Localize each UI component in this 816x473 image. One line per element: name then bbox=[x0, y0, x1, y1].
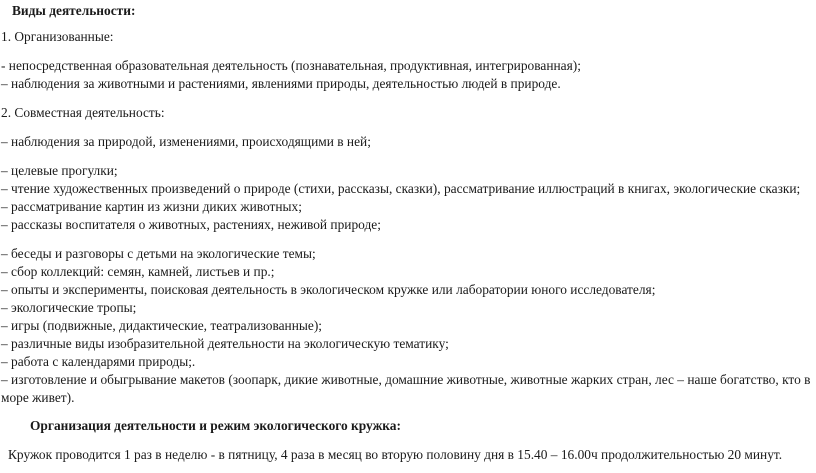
list-item: – работа с календарями природы;. bbox=[1, 354, 196, 369]
heading-circle-organization: Организация деятельности и режим экологического кружка: bbox=[30, 418, 401, 433]
schedule-text: Кружок проводится 1 раз в неделю - в пятницу, 4 раза в месяц во вторую половину дня в 15.40 – 16.00ч продолжительностью 20 минут. bbox=[8, 447, 783, 462]
list-item: – наблюдения за природой, изменениями, происходящими в ней; bbox=[1, 134, 371, 149]
list-item-continuation: море живет). bbox=[1, 390, 75, 405]
list-item: - непосредственная образовательная деятельность (познавательная, продуктивная, интегрированная); bbox=[1, 58, 581, 73]
heading-activity-types: Виды деятельности: bbox=[12, 3, 136, 18]
list-item: – наблюдения за животными и растениями, явлениями природы, деятельностью людей в природе. bbox=[1, 76, 561, 91]
list-item: – рассказы воспитателя о животных, растениях, неживой природе; bbox=[1, 217, 381, 232]
list-item: – различные виды изобразительной деятельности на экологическую тематику; bbox=[1, 336, 449, 351]
list-item: – рассматривание картин из жизни диких животных; bbox=[1, 199, 302, 214]
list-item: – целевые прогулки; bbox=[1, 163, 118, 178]
list-item: – беседы и разговоры с детьми на экологические темы; bbox=[1, 246, 316, 261]
list-item: – изготовление и обыгрывание макетов (зоопарк, дикие животные, домашние животные, животные жарких стран, лес – наше богатство, кто в bbox=[1, 372, 811, 387]
section-1-title: 1. Организованные: bbox=[1, 29, 114, 44]
section-2-title: 2. Совместная деятельность: bbox=[1, 105, 165, 120]
list-item: – сбор коллекций: семян, камней, листьев и пр.; bbox=[1, 264, 275, 279]
list-item: – опыты и эксперименты, поисковая деятельность в экологическом кружке или лаборатории юного исследователя; bbox=[1, 282, 656, 297]
list-item: – экологические тропы; bbox=[1, 300, 137, 315]
list-item: – чтение художественных произведений о природе (стихи, рассказы, сказки), рассматривание иллюстраций в книгах, экологические сказки; bbox=[1, 181, 801, 196]
list-item: – игры (подвижные, дидактические, театрализованные); bbox=[1, 318, 323, 333]
